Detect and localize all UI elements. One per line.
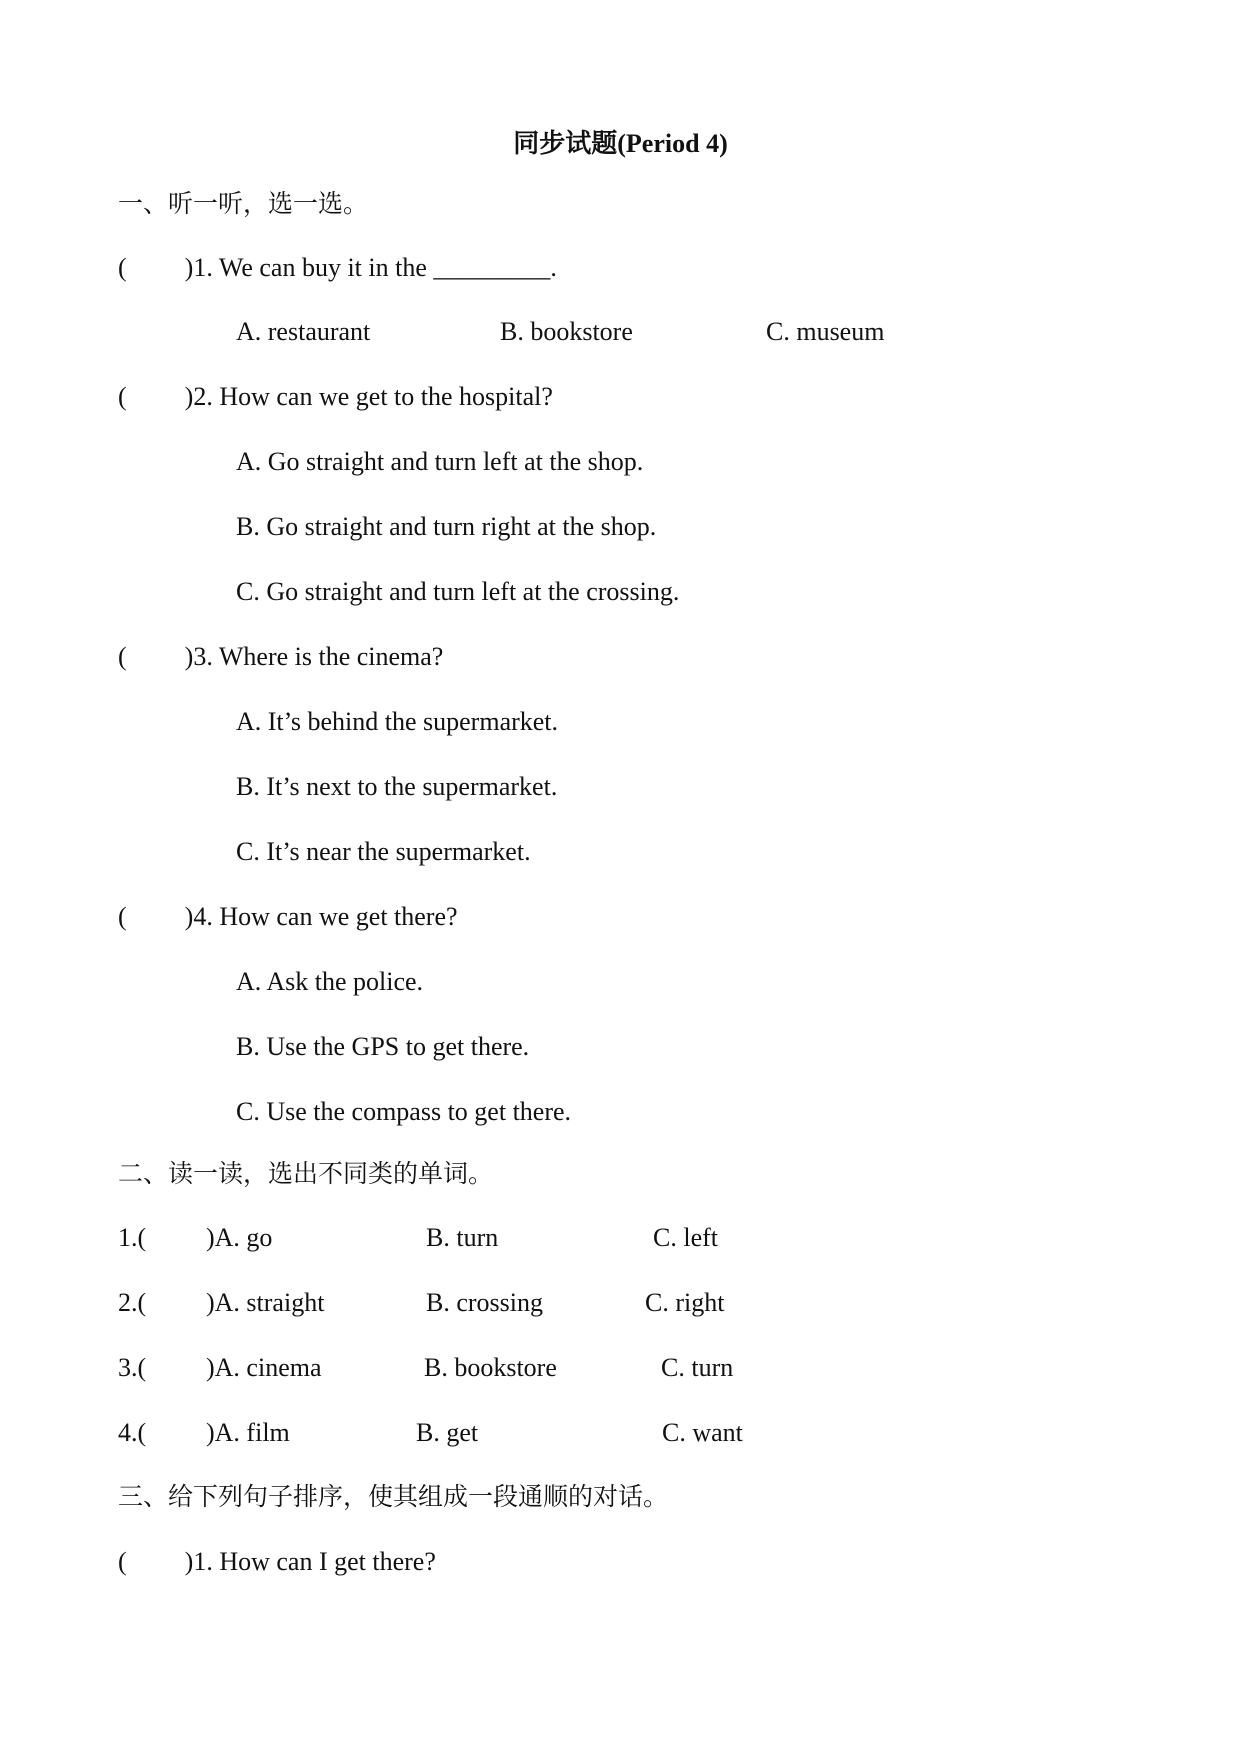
word-option-c: C. turn [661, 1353, 734, 1382]
question-3 [118, 641, 443, 673]
page-title: 同步试题(Period 4) [513, 129, 728, 158]
ordering-item-1 [118, 1546, 436, 1578]
answer-paren: ( [118, 253, 127, 282]
word-row-1 [118, 1222, 918, 1254]
question-1 [118, 252, 557, 284]
word-option-b: B. turn [426, 1223, 499, 1252]
answer-paren: ( [118, 382, 127, 411]
question-1-option-a: A. restaurant [236, 317, 371, 346]
question-3-option-a: A. It’s behind the supermarket. [236, 707, 559, 736]
answer-paren: ( [118, 642, 127, 671]
question-2-option-a: A. Go straight and turn left at the shop. [236, 447, 644, 476]
question-2-option-c: C. Go straight and turn left at the crossing. [236, 577, 680, 606]
question-3-option-c: C. It’s near the supermarket. [236, 837, 531, 866]
word-option-a: )A. film [206, 1418, 290, 1447]
word-row-2 [118, 1287, 918, 1319]
word-option-b: B. get [416, 1418, 479, 1447]
question-text: )2. How can we get to the hospital? [184, 382, 553, 411]
section-heading-3: 三、给下列句子排序，使其组成一段通顺的对话。 [118, 1482, 669, 1511]
word-option-c: C. want [662, 1418, 743, 1447]
row-number: 1.( [118, 1223, 147, 1252]
word-row-4 [118, 1417, 918, 1449]
question-1-option-c: C. museum [766, 317, 885, 346]
word-option-c: C. right [645, 1288, 725, 1317]
row-number: 3.( [118, 1353, 147, 1382]
question-text: )1. We can buy it in the _________. [184, 253, 557, 282]
word-row-3 [118, 1352, 918, 1384]
question-4-option-c: C. Use the compass to get there. [236, 1097, 572, 1126]
question-3-option-b: B. It’s next to the supermarket. [236, 772, 558, 801]
word-option-b: B. bookstore [424, 1353, 557, 1382]
question-text: )3. Where is the cinema? [184, 642, 444, 671]
question-text: )4. How can we get there? [184, 902, 458, 931]
word-option-a: )A. go [206, 1223, 273, 1252]
section-heading-2: 二、读一读，选出不同类的单词。 [118, 1159, 494, 1188]
question-2 [118, 381, 553, 413]
question-1-option-b: B. bookstore [500, 317, 633, 346]
answer-paren: ( [118, 902, 127, 931]
question-2-option-b: B. Go straight and turn right at the shop. [236, 512, 657, 541]
answer-paren: ( [118, 1547, 127, 1576]
question-4 [118, 901, 458, 933]
word-option-a: )A. cinema [206, 1353, 322, 1382]
question-4-option-a: A. Ask the police. [236, 967, 424, 996]
row-number: 2.( [118, 1288, 147, 1317]
word-option-a: )A. straight [206, 1288, 325, 1317]
question-4-option-b: B. Use the GPS to get there. [236, 1032, 530, 1061]
word-option-b: B. crossing [426, 1288, 543, 1317]
section-heading-1: 一、听一听，选一选。 [118, 189, 369, 218]
ordering-text: )1. How can I get there? [184, 1547, 436, 1576]
word-option-c: C. left [653, 1223, 718, 1252]
row-number: 4.( [118, 1418, 147, 1447]
